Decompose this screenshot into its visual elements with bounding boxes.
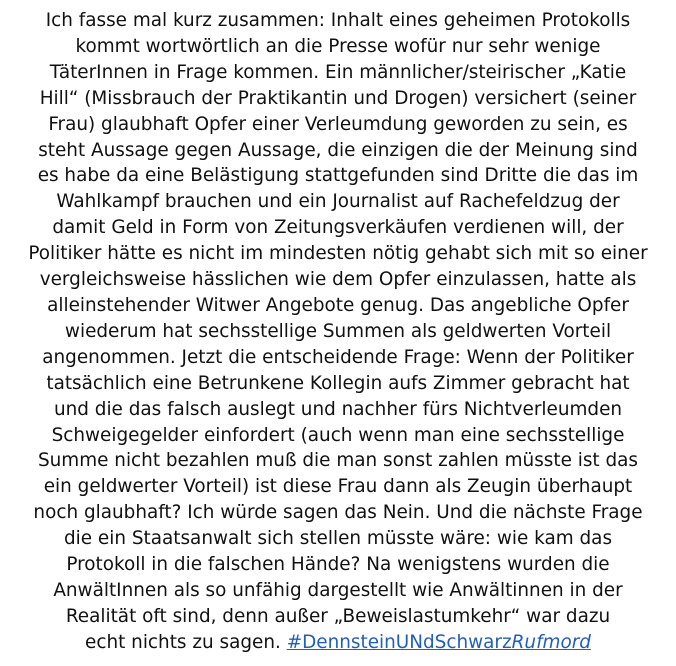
text-line: Frau) glaubhaft Opfer einer Verleumdung geworden zu sein, es [48, 113, 628, 135]
text-line: Realität oft sind, denn außer „Beweislastumkehr“ war dazu [65, 605, 611, 627]
text-line: TäterInnen in Frage kommen. Ein männlicher/steirischer „Katie [49, 61, 627, 83]
closing-text: echt nichts zu sagen. [85, 631, 281, 653]
text-line: wiederum hat sechsstellige Summen als geldwerten Vorteil [64, 320, 612, 342]
text-line: vergleichsweise hässlichen wie dem Opfer einzulassen, hatte als [39, 269, 637, 291]
text-line: kommt wortwörtlich an die Presse wofür nur sehr wenige [75, 35, 601, 57]
text-line: Wahlkampf brauchen und ein Journalist auf Rachefeldzug der [56, 191, 620, 213]
text-line: Ich fasse mal kurz zusammen: Inhalt eines geheimen Protokolls [45, 10, 631, 31]
text-line: Schweigegelder einfordert (auch wenn man eine sechsstellige [51, 424, 625, 446]
text-line: und die das falsch auslegt und nachher fürs Nichtverleumden [53, 398, 623, 420]
text-line: Politiker hätte es nicht im mindesten nötig gehabt sich mit so einer [28, 243, 648, 265]
hashtag-italic-text: Rufmord [511, 631, 591, 653]
hashtag-link[interactable] [287, 632, 591, 653]
text-line: ein geldwerter Vorteil) ist diese Frau dann als Zeugin überhaupt [43, 476, 633, 498]
body-paragraph [0, 8, 676, 656]
text-line: Summe nicht bezahlen muß die man sonst zahlen müsste ist das [37, 450, 639, 472]
text-line: AnwältInnen als so unfähig dargestellt wie Anwältinnen in der [53, 579, 623, 601]
text-line: alleinstehender Witwer Angebote genug. Das angebliche Opfer [47, 294, 629, 316]
text-line: noch glaubhaft? Ich würde sagen das Nein. Und die nächste Frage [33, 502, 643, 524]
text-line: damit Geld in Form von Zeitungsverkäufen verdienen will, der [52, 217, 624, 239]
text-line: die ein Staatsanwalt sich stellen müsste wäre: wie kam das [63, 528, 613, 550]
hashtag-main-text: #DennsteinUNdSchwarz [286, 631, 512, 653]
text-line: angenommen. Jetzt die entscheidende Frage: Wenn der Politiker [42, 346, 634, 368]
text-line: steht Aussage gegen Aussage, die einzigen die der Meinung sind [38, 139, 638, 161]
text-line: tatsächlich eine Betrunkene Kollegin aufs Zimmer gebracht hat [46, 372, 630, 394]
text-line: es habe da eine Belästigung stattgefunden sind Dritte die das im [37, 165, 639, 187]
text-line: Protokoll in die falschen Hände? Na wenigstens wurden die [66, 554, 610, 576]
text-line-last [0, 630, 676, 656]
text-line: Hill“ (Missbrauch der Praktikantin und Drogen) versichert (seiner [39, 87, 637, 109]
